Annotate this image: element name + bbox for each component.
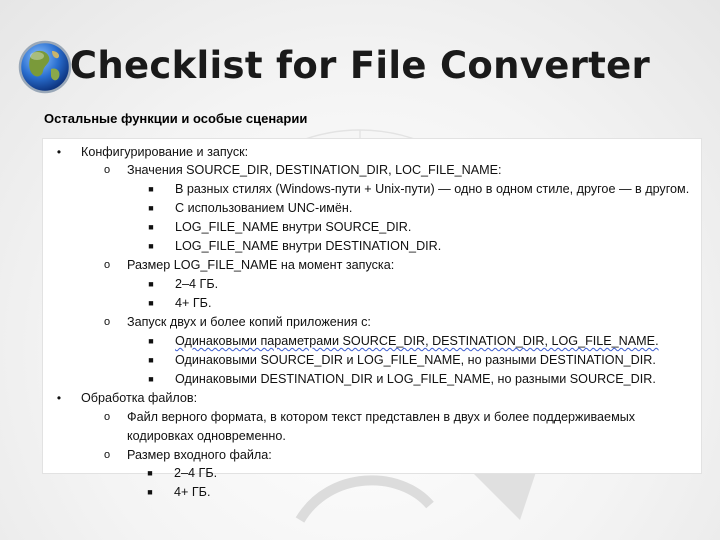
bullet-level2: o	[103, 259, 111, 271]
bullet-level2: o	[103, 449, 111, 461]
list-item-text: В разных стилях (Windows-пути + Unix-пути) — одно в одном стиле, другое — в другом.	[175, 182, 690, 196]
bullet-level3: ■	[148, 184, 154, 194]
list-item-text: 2–4 ГБ.	[174, 466, 218, 480]
list-item-text: 4+ ГБ.	[174, 485, 211, 499]
subitem-label: Файл верного формата, в котором текст представлен в двух и более поддерживаемых	[127, 410, 636, 424]
list-item-text: 4+ ГБ.	[175, 296, 212, 310]
bullet-level3: ■	[147, 468, 153, 478]
bullet-level2: o	[103, 316, 111, 328]
bullet-level2: o	[103, 411, 111, 423]
subitem-label: Размер LOG_FILE_NAME на момент запуска:	[127, 258, 395, 272]
checklist-panel	[42, 138, 702, 474]
bullet-level3: ■	[148, 203, 154, 213]
list-item-text: LOG_FILE_NAME внутри DESTINATION_DIR.	[175, 239, 442, 253]
section-label: Конфигурирование и запуск:	[81, 145, 249, 159]
bullet-level1: •	[56, 391, 62, 405]
bullet-level3: ■	[148, 374, 154, 384]
list-item-text: LOG_FILE_NAME внутри SOURCE_DIR.	[175, 220, 412, 234]
subitem-label: Значения SOURCE_DIR, DESTINATION_DIR, LOC_FILE_NAME:	[127, 163, 502, 177]
list-item-text: Одинаковыми параметрами SOURCE_DIR, DESTINATION_DIR, LOG_FILE_NAME.	[175, 334, 659, 348]
list-item-text: С использованием UNC-имён.	[175, 201, 353, 215]
list-item-text: Одинаковыми DESTINATION_DIR и LOG_FILE_NAME, но разными SOURCE_DIR.	[175, 372, 656, 386]
list-item-text: Одинаковыми SOURCE_DIR и LOG_FILE_NAME, но разными DESTINATION_DIR.	[175, 353, 656, 367]
subitem-label: Размер входного файла:	[127, 448, 272, 462]
bullet-level3: ■	[148, 222, 154, 232]
section-label: Обработка файлов:	[81, 391, 198, 405]
bullet-level1: •	[56, 145, 62, 159]
bullet-level3: ■	[148, 336, 154, 346]
list-item-text: 2–4 ГБ.	[175, 277, 219, 291]
bullet-level3: ■	[148, 279, 154, 289]
bullet-level3: ■	[148, 241, 154, 251]
slide-title: Checklist for File Converter	[69, 44, 651, 87]
bullet-level3: ■	[148, 298, 154, 308]
subitem-label: Запуск двух и более копий приложения с:	[127, 315, 371, 329]
slide-subtitle: Остальные функции и особые сценарии	[44, 111, 308, 126]
bullet-level2: o	[103, 164, 111, 176]
bullet-level3: ■	[148, 355, 154, 365]
subitem-label-continued: кодировках одновременно.	[127, 429, 286, 443]
bullet-level3: ■	[147, 487, 153, 497]
